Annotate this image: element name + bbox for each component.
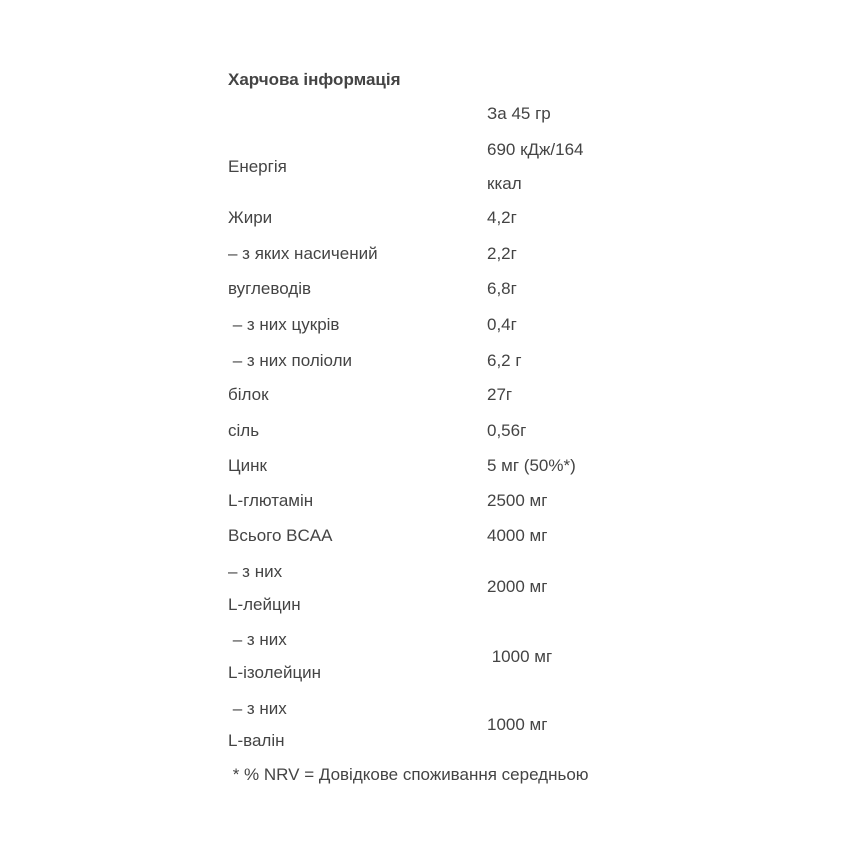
row-value-bcaa: 4000 мг: [487, 526, 548, 545]
row-label-salt: сіль: [228, 421, 260, 440]
row-label-carbs: вуглеводів: [228, 279, 312, 298]
row-value-protein: 27г: [487, 385, 513, 404]
row-label-polyols: – з них поліоли: [228, 351, 353, 370]
row-label-leucine-line1: – з них: [228, 562, 283, 581]
nrv-footnote: * % NRV = Довідкове споживання середньою: [228, 765, 589, 784]
nutrition-title: Харчова інформація: [228, 70, 401, 89]
row-label-fat: Жири: [228, 208, 273, 227]
row-value-energy-line1: 690 кДж/164: [487, 140, 584, 159]
row-label-isoleucine-line2: L-ізолейцин: [228, 663, 322, 682]
row-label-zinc: Цинк: [228, 456, 267, 475]
row-label-protein: білок: [228, 385, 269, 404]
row-value-saturated: 2,2г: [487, 244, 517, 263]
row-label-bcaa: Всього BCAA: [228, 526, 333, 545]
row-value-valine: 1000 мг: [487, 715, 548, 734]
row-value-salt: 0,56г: [487, 421, 527, 440]
row-label-sugars: – з них цукрів: [228, 315, 340, 334]
row-value-isoleucine: 1000 мг: [487, 647, 553, 666]
row-label-valine-line2: L-валін: [228, 731, 285, 750]
row-value-leucine: 2000 мг: [487, 577, 548, 596]
row-label-isoleucine-line1: – з них: [228, 630, 287, 649]
row-label-saturated: – з яких насичений: [228, 244, 378, 263]
row-label-leucine-line2: L-лейцин: [228, 595, 301, 614]
row-label-valine-line1: – з них: [228, 699, 287, 718]
row-value-glutamine: 2500 мг: [487, 491, 548, 510]
row-label-energy: Енергія: [228, 157, 287, 176]
serving-size-value: За 45 гр: [487, 104, 551, 123]
row-label-glutamine: L-глютамін: [228, 491, 314, 510]
row-value-polyols: 6,2 г: [487, 351, 522, 370]
row-value-sugars: 0,4г: [487, 315, 517, 334]
row-value-zinc: 5 мг (50%*): [487, 456, 576, 475]
row-value-energy-line2: ккал: [487, 174, 522, 193]
row-value-fat: 4,2г: [487, 208, 517, 227]
row-value-carbs: 6,8г: [487, 279, 517, 298]
